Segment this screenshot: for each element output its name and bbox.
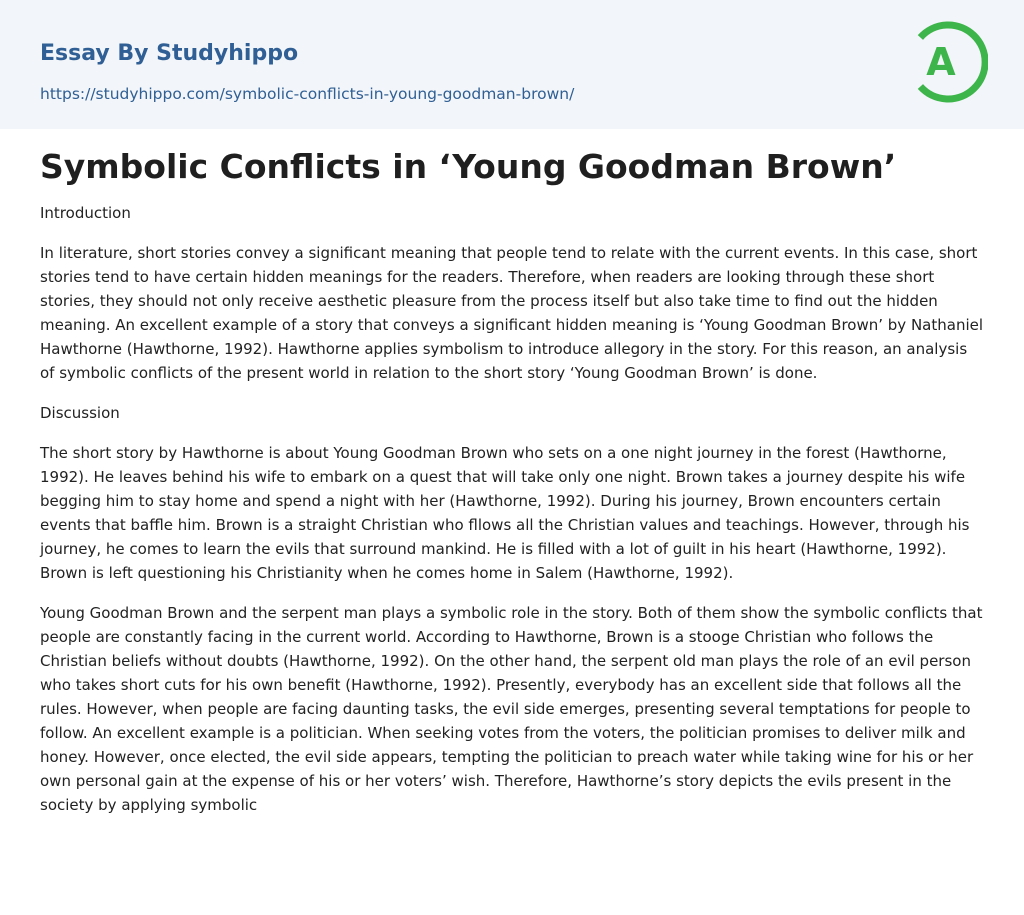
paragraph-introduction: In literature, short stories convey a significant meaning that people tend to relate with the current events. In this case, short stories tend to have certain hidden meanings for the readers. Therefore, when readers are looking through these short stories, they should not only receive aesthetic pleasure from the process itself but also take time to find out the hidden meaning. An excellent example of a story that conveys a significant hidden meaning is ‘Young Goodman Brown’ by Nathaniel Hawthorne (Hawthorne, 1992). Hawthorne applies symbolism to introduce allegory in the story. For this reason, an analysis of symbolic conflicts of the present world in relation to the short story ‘Young Goodman Brown’ is done. xyxy=(40,244,984,382)
site-brand[interactable]: Essay By Studyhippo xyxy=(40,41,299,66)
section-heading-discussion: Discussion xyxy=(40,404,120,422)
page-title: Symbolic Conflicts in ‘Young Goodman Brown’ xyxy=(40,147,897,186)
site-header xyxy=(0,0,1024,129)
article xyxy=(40,143,986,817)
paragraph-discussion-2: Young Goodman Brown and the serpent man plays a symbolic role in the story. Both of them show the symbolic conflicts that people are constantly facing in the current world. According to Hawthorne, Brown is a stooge Christian who follows the Christian beliefs without doubts (Hawthorne, 1992). On the other hand, the serpent old man plays the role of an evil person who takes short cuts for his own benefit (Hawthorne, 1992). Presently, everybody has an excellent side that follows all the rules. However, when people are facing daunting tasks, the evil side emerges, presenting several temptations for people to follow. An excellent example is a politician. When seeking votes from the voters, the politician promises to deliver milk and honey. However, once elected, the evil side appears, tempting the politician to preach water while taking wine for his or her own personal gain at the expense of his or her voters’ wish. Therefore, Hawthorne’s story depicts the evils present in the society by applying symbolic xyxy=(40,604,983,814)
source-url-link[interactable]: https://studyhippo.com/symbolic-conflicts-in-young-goodman-brown/ xyxy=(40,85,575,103)
logo-letter: A xyxy=(926,40,956,84)
logo-a-icon xyxy=(908,18,988,106)
studyhippo-logo[interactable] xyxy=(908,18,988,106)
paragraph-discussion-1: The short story by Hawthorne is about Young Goodman Brown who sets on a one night journey in the forest (Hawthorne, 1992). He leaves behind his wife to embark on a quest that will take only one night. Brown takes a journey despite his wife begging him to stay home and spend a night with her (Hawthorne, 1992). During his journey, Brown encounters certain events that baffle him. Brown is a straight Christian who fllows all the Christian values and teachings. However, through his journey, he comes to learn the evils that surround mankind. He is filled with a lot of guilt in his heart (Hawthorne, 1992). Brown is left questioning his Christianity when he comes home in Salem (Hawthorne, 1992). xyxy=(40,444,970,582)
section-heading-introduction: Introduction xyxy=(40,204,131,222)
